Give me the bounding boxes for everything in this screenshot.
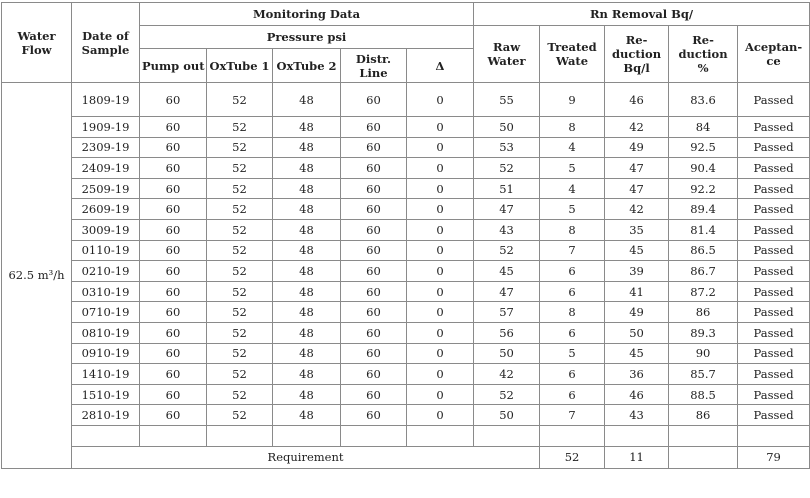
oxtube2-cell: 48 [273, 405, 341, 426]
distr-line-cell: 60 [341, 261, 407, 282]
empty-cell [341, 425, 407, 446]
requirement-treated-wate: 11 [605, 446, 669, 468]
aceptance-cell: Passed [738, 384, 810, 405]
rn-removal-table [1, 2, 810, 469]
table-row [2, 261, 810, 282]
empty-cell [407, 425, 474, 446]
reduction-pct-cell: 90 [669, 343, 738, 364]
treated-wate-cell: 5 [540, 199, 605, 220]
reduction-pct-cell: 83.6 [669, 83, 738, 117]
delta-cell: 0 [407, 219, 474, 240]
date-of-sample-header: Date of Sample [72, 3, 140, 83]
date-cell: 2409-19 [72, 158, 140, 179]
empty-cell [207, 425, 273, 446]
treated-wate-cell: 8 [540, 219, 605, 240]
raw-water-cell: 50 [474, 117, 540, 138]
reduction-pct-cell: 88.5 [669, 384, 738, 405]
delta-cell: 0 [407, 322, 474, 343]
reduction-bql-header: Re-duction Bq/l [605, 26, 669, 83]
aceptance-cell: Passed [738, 137, 810, 158]
empty-cell [474, 425, 540, 446]
oxtube2-cell: 48 [273, 281, 341, 302]
treated-wate-header: Treated Wate [540, 26, 605, 83]
delta-cell: 0 [407, 261, 474, 282]
reduction-bql-cell: 35 [605, 219, 669, 240]
requirement-reduction-pct: 79 [738, 446, 810, 468]
oxtube2-cell: 48 [273, 240, 341, 261]
reduction-bql-cell: 43 [605, 405, 669, 426]
reduction-pct-cell: 86 [669, 302, 738, 323]
date-cell: 0710-19 [72, 302, 140, 323]
reduction-pct-cell: 84 [669, 117, 738, 138]
reduction-bql-cell: 46 [605, 384, 669, 405]
delta-cell: 0 [407, 178, 474, 199]
water-flow-header: Water Flow [2, 3, 72, 83]
oxtube1-cell: 52 [207, 117, 273, 138]
empty-cell [540, 425, 605, 446]
delta-cell: 0 [407, 117, 474, 138]
requirement-label: Requirement [72, 446, 540, 468]
date-cell: 3009-19 [72, 219, 140, 240]
distr-line-cell: 60 [341, 364, 407, 385]
raw-water-cell: 53 [474, 137, 540, 158]
aceptance-cell: Passed [738, 302, 810, 323]
reduction-bql-cell: 42 [605, 117, 669, 138]
rn-removal-header: Rn Removal Bq/ [474, 3, 810, 26]
reduction-pct-cell: 86 [669, 405, 738, 426]
oxtube2-cell: 48 [273, 322, 341, 343]
treated-wate-cell: 6 [540, 281, 605, 302]
treated-wate-cell: 8 [540, 302, 605, 323]
delta-cell: 0 [407, 281, 474, 302]
table-row [2, 240, 810, 261]
aceptance-cell: Passed [738, 83, 810, 117]
oxtube1-cell: 52 [207, 178, 273, 199]
table-body [2, 83, 810, 469]
distr-line-cell: 60 [341, 178, 407, 199]
header-row-1 [2, 3, 810, 26]
date-cell: 0310-19 [72, 281, 140, 302]
requirement-row [2, 446, 810, 468]
oxtube1-cell: 52 [207, 281, 273, 302]
oxtube2-cell: 48 [273, 364, 341, 385]
delta-cell: 0 [407, 158, 474, 179]
distr-line-cell: 60 [341, 219, 407, 240]
reduction-pct-cell: 86.7 [669, 261, 738, 282]
delta-cell: 0 [407, 384, 474, 405]
distr-line-cell: 60 [341, 343, 407, 364]
date-cell: 0110-19 [72, 240, 140, 261]
oxtube1-cell: 52 [207, 158, 273, 179]
raw-water-cell: 45 [474, 261, 540, 282]
aceptance-cell: Passed [738, 219, 810, 240]
reduction-bql-cell: 41 [605, 281, 669, 302]
requirement-raw-water: 52 [540, 446, 605, 468]
oxtube2-cell: 48 [273, 83, 341, 117]
treated-wate-cell: 9 [540, 83, 605, 117]
distr-line-cell: 60 [341, 384, 407, 405]
table-row [2, 219, 810, 240]
oxtube2-cell: 48 [273, 261, 341, 282]
table-row [2, 158, 810, 179]
oxtube2-cell: 48 [273, 302, 341, 323]
reduction-pct-cell: 85.7 [669, 364, 738, 385]
empty-cell [669, 425, 738, 446]
date-cell: 0210-19 [72, 261, 140, 282]
table-row [2, 117, 810, 138]
reduction-bql-cell: 42 [605, 199, 669, 220]
requirement-reduction-bql [669, 446, 738, 468]
oxtube2-cell: 48 [273, 178, 341, 199]
distr-line-cell: 60 [341, 405, 407, 426]
treated-wate-cell: 4 [540, 137, 605, 158]
reduction-bql-cell: 47 [605, 178, 669, 199]
pump-out-cell: 60 [140, 219, 207, 240]
table-row [2, 83, 810, 117]
empty-row [2, 425, 810, 446]
pump-out-cell: 60 [140, 322, 207, 343]
reduction-bql-cell: 36 [605, 364, 669, 385]
delta-cell: 0 [407, 137, 474, 158]
delta-cell: 0 [407, 240, 474, 261]
empty-cell [738, 425, 810, 446]
oxtube1-cell: 52 [207, 261, 273, 282]
date-cell: 1510-19 [72, 384, 140, 405]
delta-cell: 0 [407, 405, 474, 426]
reduction-bql-cell: 46 [605, 83, 669, 117]
table-row [2, 178, 810, 199]
pump-out-header: Pump out [140, 49, 207, 83]
raw-water-cell: 50 [474, 405, 540, 426]
pump-out-cell: 60 [140, 281, 207, 302]
reduction-pct-cell: 92.5 [669, 137, 738, 158]
raw-water-cell: 50 [474, 343, 540, 364]
oxtube2-cell: 48 [273, 158, 341, 179]
oxtube2-cell: 48 [273, 219, 341, 240]
distr-line-cell: 60 [341, 281, 407, 302]
oxtube1-cell: 52 [207, 384, 273, 405]
delta-cell: 0 [407, 302, 474, 323]
treated-wate-cell: 7 [540, 405, 605, 426]
table-row [2, 384, 810, 405]
date-cell: 2609-19 [72, 199, 140, 220]
oxtube1-header: OxTube 1 [207, 49, 273, 83]
oxtube2-cell: 48 [273, 384, 341, 405]
distr-line-header: Distr. Line [341, 49, 407, 83]
pump-out-cell: 60 [140, 302, 207, 323]
empty-cell [140, 425, 207, 446]
oxtube1-cell: 52 [207, 83, 273, 117]
oxtube2-cell: 48 [273, 117, 341, 138]
distr-line-cell: 60 [341, 199, 407, 220]
reduction-bql-cell: 45 [605, 240, 669, 261]
empty-cell [273, 425, 341, 446]
reduction-bql-cell: 49 [605, 302, 669, 323]
distr-line-cell: 60 [341, 158, 407, 179]
oxtube2-cell: 48 [273, 199, 341, 220]
oxtube1-cell: 52 [207, 302, 273, 323]
delta-cell: 0 [407, 364, 474, 385]
treated-wate-cell: 5 [540, 343, 605, 364]
distr-line-cell: 60 [341, 137, 407, 158]
date-cell: 2509-19 [72, 178, 140, 199]
oxtube1-cell: 52 [207, 322, 273, 343]
raw-water-cell: 42 [474, 364, 540, 385]
table-row [2, 405, 810, 426]
pump-out-cell: 60 [140, 261, 207, 282]
monitoring-data-header: Monitoring Data [140, 3, 474, 26]
table-row [2, 343, 810, 364]
delta-cell: 0 [407, 199, 474, 220]
pump-out-cell: 60 [140, 83, 207, 117]
raw-water-cell: 51 [474, 178, 540, 199]
table-row [2, 364, 810, 385]
delta-header: Δ [407, 49, 474, 83]
treated-wate-cell: 5 [540, 158, 605, 179]
raw-water-cell: 57 [474, 302, 540, 323]
raw-water-cell: 47 [474, 281, 540, 302]
aceptance-cell: Passed [738, 240, 810, 261]
oxtube1-cell: 52 [207, 219, 273, 240]
pressure-psi-header: Pressure psi [140, 26, 474, 49]
pump-out-cell: 60 [140, 364, 207, 385]
table-row [2, 302, 810, 323]
raw-water-cell: 56 [474, 322, 540, 343]
delta-cell: 0 [407, 343, 474, 364]
aceptance-header: Aceptan-ce [738, 26, 810, 83]
reduction-pct-cell: 87.2 [669, 281, 738, 302]
raw-water-cell: 43 [474, 219, 540, 240]
date-cell: 2810-19 [72, 405, 140, 426]
pump-out-cell: 60 [140, 137, 207, 158]
oxtube2-header: OxTube 2 [273, 49, 341, 83]
table-row [2, 199, 810, 220]
table-row [2, 322, 810, 343]
oxtube1-cell: 52 [207, 240, 273, 261]
aceptance-cell: Passed [738, 261, 810, 282]
aceptance-cell: Passed [738, 199, 810, 220]
aceptance-cell: Passed [738, 364, 810, 385]
pump-out-cell: 60 [140, 384, 207, 405]
raw-water-cell: 52 [474, 384, 540, 405]
pump-out-cell: 60 [140, 405, 207, 426]
treated-wate-cell: 4 [540, 178, 605, 199]
oxtube1-cell: 52 [207, 364, 273, 385]
date-cell: 0810-19 [72, 322, 140, 343]
empty-cell [605, 425, 669, 446]
treated-wate-cell: 6 [540, 384, 605, 405]
aceptance-cell: Passed [738, 281, 810, 302]
raw-water-cell: 55 [474, 83, 540, 117]
reduction-bql-cell: 49 [605, 137, 669, 158]
reduction-bql-cell: 50 [605, 322, 669, 343]
aceptance-cell: Passed [738, 117, 810, 138]
treated-wate-cell: 6 [540, 322, 605, 343]
raw-water-cell: 52 [474, 240, 540, 261]
distr-line-cell: 60 [341, 322, 407, 343]
distr-line-cell: 60 [341, 240, 407, 261]
date-cell: 1410-19 [72, 364, 140, 385]
distr-line-cell: 60 [341, 117, 407, 138]
raw-water-header: Raw Water [474, 26, 540, 83]
empty-cell [72, 425, 140, 446]
pump-out-cell: 60 [140, 117, 207, 138]
distr-line-cell: 60 [341, 83, 407, 117]
raw-water-cell: 52 [474, 158, 540, 179]
aceptance-cell: Passed [738, 405, 810, 426]
table-row [2, 281, 810, 302]
pump-out-cell: 60 [140, 178, 207, 199]
reduction-bql-cell: 39 [605, 261, 669, 282]
date-cell: 1909-19 [72, 117, 140, 138]
oxtube2-cell: 48 [273, 343, 341, 364]
table-row [2, 137, 810, 158]
pump-out-cell: 60 [140, 158, 207, 179]
oxtube1-cell: 52 [207, 137, 273, 158]
pump-out-cell: 60 [140, 199, 207, 220]
distr-line-cell: 60 [341, 302, 407, 323]
reduction-pct-cell: 89.4 [669, 199, 738, 220]
reduction-pct-cell: 81.4 [669, 219, 738, 240]
oxtube1-cell: 52 [207, 199, 273, 220]
oxtube1-cell: 52 [207, 405, 273, 426]
date-cell: 0910-19 [72, 343, 140, 364]
date-cell: 2309-19 [72, 137, 140, 158]
water-flow-value: 62.5 m³/h [2, 83, 72, 469]
treated-wate-cell: 6 [540, 364, 605, 385]
reduction-pct-cell: 90.4 [669, 158, 738, 179]
delta-cell: 0 [407, 83, 474, 117]
reduction-pct-cell: 86.5 [669, 240, 738, 261]
reduction-bql-cell: 45 [605, 343, 669, 364]
oxtube1-cell: 52 [207, 343, 273, 364]
aceptance-cell: Passed [738, 158, 810, 179]
oxtube2-cell: 48 [273, 137, 341, 158]
reduction-pct-cell: 92.2 [669, 178, 738, 199]
date-cell: 1809-19 [72, 83, 140, 117]
pump-out-cell: 60 [140, 343, 207, 364]
pump-out-cell: 60 [140, 240, 207, 261]
reduction-pct-header: Re-duction % [669, 26, 738, 83]
raw-water-cell: 47 [474, 199, 540, 220]
treated-wate-cell: 7 [540, 240, 605, 261]
aceptance-cell: Passed [738, 322, 810, 343]
reduction-bql-cell: 47 [605, 158, 669, 179]
reduction-pct-cell: 89.3 [669, 322, 738, 343]
treated-wate-cell: 6 [540, 261, 605, 282]
treated-wate-cell: 8 [540, 117, 605, 138]
aceptance-cell: Passed [738, 343, 810, 364]
aceptance-cell: Passed [738, 178, 810, 199]
